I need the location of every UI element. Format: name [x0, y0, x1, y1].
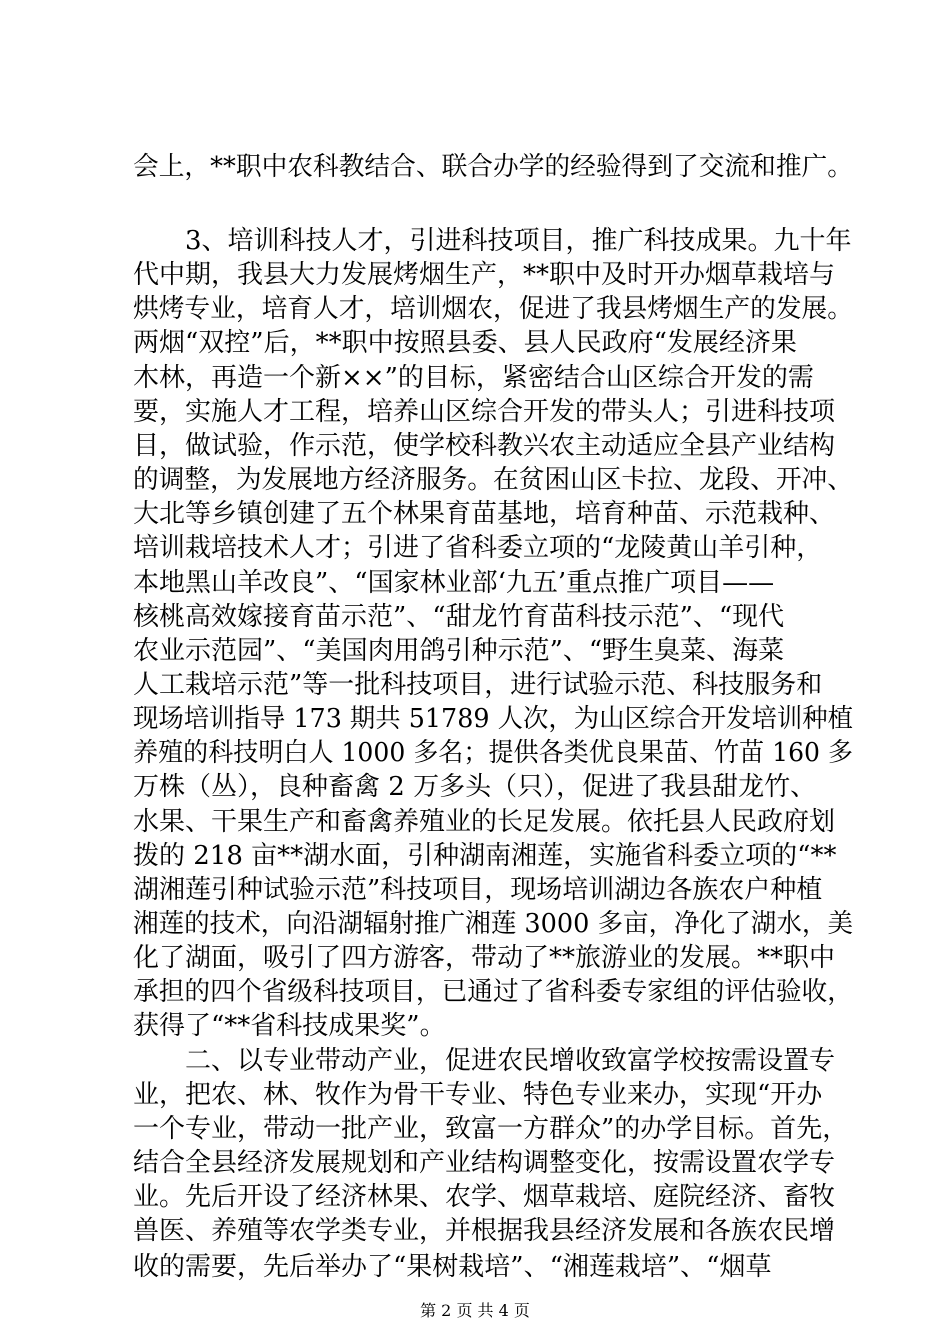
text-line: 大北等乡镇创建了五个林果育苗基地，培育种苗、示范栽种、 [133, 499, 836, 529]
text-line: 获得了“**省科技成果奖”。 [133, 1011, 446, 1041]
text-line: 一个专业，带动一批产业，致富一方群众”的办学目标。首先， [133, 1114, 849, 1144]
text-line: 湘莲的技术，向沿湖辐射推广湘莲 3000 多亩，净化了湖水，美 [133, 909, 853, 939]
text-line: 承担的四个省级科技项目，已通过了省科委专家组的评估验收， [133, 977, 853, 1007]
text-line: 业。先后开设了经济林果、农学、烟草栽培、庭院经济、畜牧 [133, 1182, 836, 1212]
text-line: 万株（丛），良种畜禽 2 万多头（只），促进了我县甜龙竹、 [133, 772, 817, 802]
text-line: 结合全县经济发展规划和产业结构调整变化，按需设置农学专 [133, 1148, 836, 1178]
page-footer: 第 2 页 共 4 页 [420, 1301, 530, 1320]
text-line: 农业示范园”、“美国肉用鸽引种示范”、“野生臭菜、海菜 [133, 636, 785, 666]
text-line: 的调整，为发展地方经济服务。在贫困山区卡拉、龙段、开冲、 [133, 465, 853, 495]
text-line: 二、以专业带动产业，促进农民增收致富学校按需设置专 [133, 1046, 836, 1076]
text-line: 目，做试验，作示范，使学校科教兴农主动适应全县产业结构 [133, 431, 836, 461]
text-line: 3、培训科技人才，引进科技项目，推广科技成果。九十年 [133, 226, 852, 256]
text-line: 拨的 218 亩**湖水面，引种湖南湘莲，实施省科委立项的“** [133, 841, 837, 871]
text-line: 烘烤专业，培育人才，培训烟农，促进了我县烤烟生产的发展。 [133, 294, 853, 324]
text-line: 代中期，我县大力发展烤烟生产，**职中及时开办烟草栽培与 [133, 260, 836, 290]
text-line: 核桃高效嫁接育苗示范”、“甜龙竹育苗科技示范”、“现代 [133, 602, 785, 632]
text-line: 会上，**职中农科教结合、联合办学的经验得到了交流和推广。 [133, 152, 853, 182]
text-line: 现场培训指导 173 期共 51789 人次，为山区综合开发培训种植 [133, 704, 853, 734]
text-line: 两烟“双控”后，**职中按照县委、县人民政府“发展经济果 [133, 328, 797, 358]
text-line: 本地黑山羊改良”、“国家林业部‘九五’重点推广项目—— [133, 568, 775, 598]
text-line: 化了湖面，吸引了四方游客，带动了**旅游业的发展。**职中 [133, 943, 836, 973]
text-line: 湖湘莲引种试验示范”科技项目，现场培训湖边各族农户种植 [133, 875, 823, 905]
text-line: 业，把农、林、牧作为骨干专业、特色专业来办，实现“开办 [133, 1080, 823, 1110]
text-line: 水果、干果生产和畜禽养殖业的长足发展。依托县人民政府划 [133, 807, 836, 837]
text-line: 人工栽培示范”等一批科技项目，进行试验示范、科技服务和 [133, 670, 823, 700]
text-line: 培训栽培技术人才；引进了省科委立项的“龙陵黄山羊引种， [133, 533, 823, 563]
text-line: 要，实施人才工程，培养山区综合开发的带头人；引进科技项 [133, 397, 836, 427]
text-line: 兽医、养殖等农学类专业，并根据我县经济发展和各族农民增 [133, 1216, 836, 1246]
text-line: 收的需要，先后举办了“果树栽培”、“湘莲栽培”、“烟草 [133, 1252, 772, 1282]
text-line: 木林，再造一个新××”的目标，紧密结合山区综合开发的需 [133, 363, 814, 393]
text-line: 养殖的科技明白人 1000 多名；提供各类优良果苗、竹苗 160 多 [133, 738, 853, 768]
